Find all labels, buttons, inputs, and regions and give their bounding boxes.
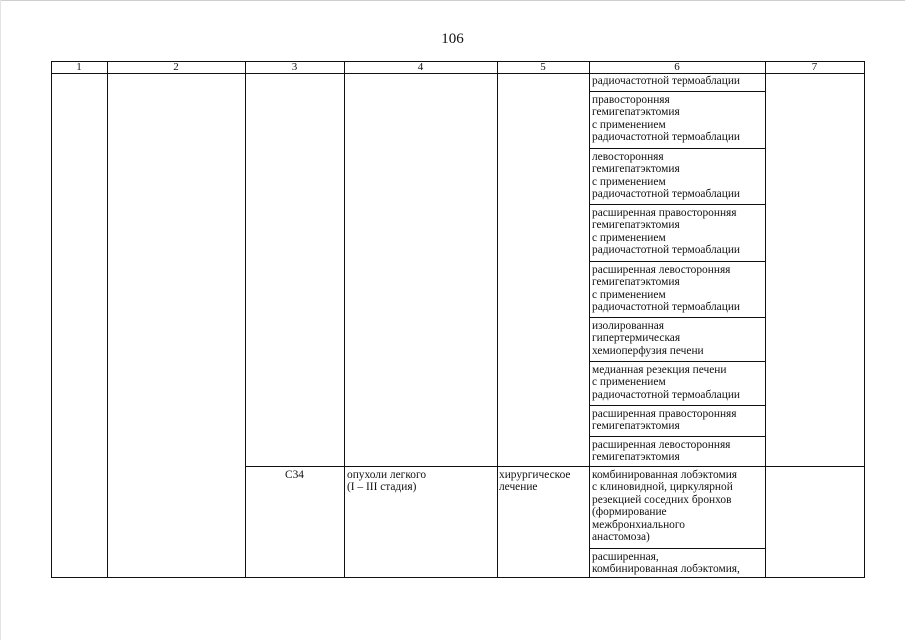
procedure-item: левосторонняя гемигепатэктомия с применением радиочастотной термоаблации <box>592 151 741 201</box>
procedure-item: расширенная левосторонняя гемигепатэктомия <box>592 439 731 464</box>
procedure-continuation: радиочастотной термоаблации <box>592 75 741 87</box>
column-divider <box>497 61 498 577</box>
column-divider <box>765 61 766 577</box>
row-separator <box>589 361 765 362</box>
row-separator <box>589 261 765 262</box>
procedure-item: правосторонняя гемигепатэктомия с применением радиочастотной термоаблации <box>592 94 741 144</box>
procedure-item: расширенная, комбинированная лобэктомия, <box>592 551 740 576</box>
procedure-item: расширенная правосторонняя гемигепатэктомия с применением радиочастотной термоаблации <box>592 207 741 257</box>
diagnosis-code: C34 <box>285 469 304 481</box>
column-header-1: 1 <box>76 61 82 73</box>
column-divider <box>589 61 590 577</box>
row-separator <box>589 405 765 406</box>
column-header-5: 5 <box>540 61 546 73</box>
table-border-left <box>51 61 52 577</box>
column-header-4: 4 <box>417 61 424 73</box>
procedure-item: расширенная левосторонняя гемигепатэктомия с применением радиочастотной термоаблации <box>592 264 741 314</box>
row-separator <box>589 317 765 318</box>
diagnosis-description: опухоли легкого (I – III стадия) <box>347 469 427 494</box>
group-separator <box>245 466 865 467</box>
row-separator <box>589 91 765 92</box>
column-divider <box>344 61 345 577</box>
column-divider <box>107 61 108 577</box>
row-separator <box>589 436 765 437</box>
column-header-6: 6 <box>674 61 680 73</box>
table-border-right <box>864 61 865 577</box>
column-header-3: 3 <box>291 61 298 73</box>
column-divider <box>245 61 246 577</box>
procedure-item: комбинированная лобэктомия с клиновидной, циркулярной резекцией соседних бронхов (формирование межбронхиального анастомоза) <box>592 469 738 544</box>
header-bottom-border <box>51 73 865 74</box>
row-separator <box>589 548 765 549</box>
procedure-item: изолированная гипертермическая хемиоперфузия печени <box>592 320 704 357</box>
procedure-item: медианная резекция печени с применением радиочастотной термоаблации <box>592 364 741 401</box>
column-header-2: 2 <box>173 61 179 73</box>
procedure-item: расширенная правосторонняя гемигепатэктомия <box>592 408 737 433</box>
treatment-type: хирургическое лечение <box>499 469 571 494</box>
column-header-7: 7 <box>811 61 818 73</box>
row-separator <box>589 148 765 149</box>
page-number: 106 <box>441 31 464 47</box>
row-separator <box>589 204 765 205</box>
table-bottom-border <box>51 577 865 578</box>
